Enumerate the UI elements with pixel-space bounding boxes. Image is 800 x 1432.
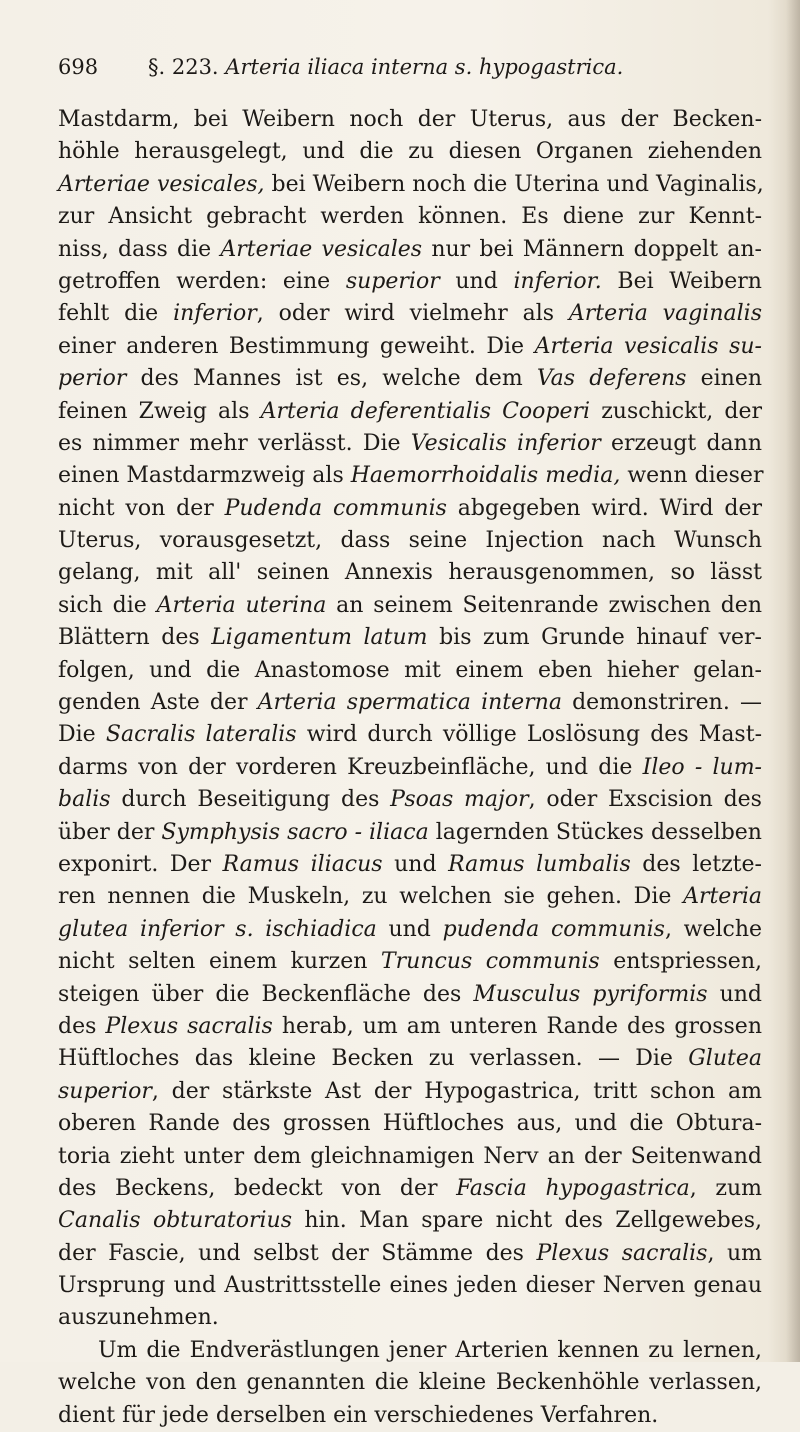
text-line [58, 752, 762, 784]
italic-term: perior [58, 366, 127, 392]
text-run: nicht von der [58, 495, 225, 521]
italic-term: Psoas major [390, 787, 529, 813]
text-run: abgegeben wird. Wird der [446, 495, 763, 521]
text-run: Ursprung und Austrittsstelle eines jeden dieser Nerven genau [58, 1273, 762, 1299]
text-run: Die [58, 722, 106, 748]
italic-term: Arteriae vesicales [220, 236, 423, 262]
text-run: folgen, und die Anastomose mit einem eben hieher gelan- [58, 657, 762, 683]
italic-term: Ligamentum latum [211, 625, 428, 651]
italic-term: Arteria [683, 884, 762, 910]
italic-term: superior [58, 1078, 152, 1104]
text-run: entspriessen, [599, 949, 762, 975]
text-line [58, 1141, 762, 1173]
text-run: oberen Rande des grossen Hüftloches aus, und die Obtura- [58, 1111, 762, 1137]
text-run: , oder Exscision des [528, 787, 762, 813]
text-run: nur bei Männern doppelt an- [422, 236, 762, 262]
text-run: demonstriren. — [561, 690, 762, 716]
text-run: einen Mastdarmzweig als [58, 463, 351, 489]
text-run: ren nennen die Muskeln, zu welchen sie gehen. Die [58, 884, 684, 910]
italic-term: Pudenda communis [224, 495, 447, 521]
text-line [58, 428, 762, 460]
text-run: Bei Weibern [601, 268, 762, 294]
text-line [58, 590, 762, 622]
text-run: höhle herausgelegt, und die zu diesen Organen ziehenden [58, 139, 762, 165]
italic-term: Ramus lumbalis [448, 851, 631, 877]
running-title [148, 52, 623, 82]
text-line [58, 266, 762, 298]
text-run: an seinem Seitenrande zwischen den [326, 592, 762, 618]
italic-term: Arteria spermatica interna [257, 690, 562, 716]
italic-term: Truncus communis [380, 949, 600, 975]
text-line [58, 1173, 762, 1205]
text-line [58, 979, 762, 1011]
italic-term: Glutea [688, 1046, 762, 1072]
text-run: der Fascie, und selbst der Stämme des [58, 1240, 537, 1266]
text-line [58, 1302, 762, 1334]
text-run: dient für jede derselben ein verschiedenes Verfahren. [58, 1402, 659, 1428]
text-run: zuschickt, der [590, 398, 763, 424]
section-title: Arteria iliaca interna s. hypogastrica. [225, 55, 624, 79]
text-run: , oder wird vielmehr als [256, 301, 569, 327]
text-run: Hüftloches das kleine Becken zu verlassen. — Die [58, 1046, 689, 1072]
text-run: Mastdarm, bei Weibern noch der Uterus, aus der Becken- [58, 107, 762, 132]
italic-term: Arteria deferentialis Cooperi [260, 398, 591, 424]
text-run: einen [686, 366, 763, 392]
text-run: auszunehmen. [58, 1305, 219, 1331]
text-run: hin. Man spare nicht des Zellgewebes, [292, 1208, 762, 1234]
text-run: genden Aste der [58, 690, 258, 716]
text-run: niss, dass die [58, 236, 221, 262]
text-line [58, 201, 762, 233]
italic-term: Sacralis lateralis [105, 722, 297, 748]
text-line [58, 719, 762, 751]
text-line [58, 946, 762, 978]
text-line [58, 460, 762, 492]
text-line [58, 298, 762, 330]
italic-term: Arteria vesicalis su- [534, 333, 762, 359]
italic-term: Vesicalis inferior [410, 430, 601, 456]
italic-term: Symphysis sacro - iliaca [161, 819, 429, 845]
text-run: , welche [664, 916, 763, 942]
text-line [58, 557, 762, 589]
section-number: §. 223. [148, 55, 219, 79]
text-line [58, 396, 762, 428]
text-run: zur Ansicht gebracht werden können. Es diene zur Kennt- [58, 204, 762, 230]
text-line [58, 849, 762, 881]
text-line [58, 1238, 762, 1270]
italic-term: inferior. [513, 268, 602, 294]
text-line [58, 331, 762, 363]
text-run: bei Weibern noch die Uterina und Vaginalis, [264, 171, 764, 197]
text-run: darms von der vorderen Kreuzbeinfläche, und die [58, 754, 643, 780]
text-run: es nimmer mehr verlässt. Die [58, 430, 411, 456]
text-run: des Beckens, bedeckt von der [58, 1175, 457, 1201]
text-run: Uterus, vorausgesetzt, dass seine Injection nach Wunsch [58, 528, 762, 554]
italic-term: Fascia hypogastrica [456, 1175, 690, 1201]
italic-term: Plexus sacralis [105, 1013, 273, 1039]
text-run: exponirt. Der [58, 851, 223, 877]
text-run: steigen über die Beckenfläche des [58, 981, 474, 1007]
italic-term: Arteria vaginalis [568, 301, 762, 327]
text-run: , der stärkste Ast der Hypogastrica, tritt schon am [151, 1078, 762, 1104]
text-run: herab, um am unteren Rande des grossen [272, 1013, 762, 1039]
italic-term: Ileo - lum- [642, 754, 762, 780]
italic-term: Vas deferens [536, 366, 687, 392]
page-number: 698 [58, 55, 99, 79]
text-run: des letzte- [630, 851, 762, 877]
text-line [58, 493, 762, 525]
text-run: des [58, 1013, 106, 1039]
italic-term: Arteria uterina [156, 592, 327, 618]
text-line [58, 817, 762, 849]
text-line [58, 169, 762, 201]
text-line [58, 525, 762, 557]
running-header [58, 52, 758, 82]
text-line [58, 1011, 762, 1043]
text-line [58, 1076, 762, 1108]
italic-term: Musculus pyriformis [473, 981, 708, 1007]
text-line [58, 1205, 762, 1237]
body-text [58, 104, 762, 1432]
italic-term: Canalis obturatorius [58, 1208, 293, 1234]
text-line [58, 234, 762, 266]
text-run: wird durch völlige Loslösung des Mast- [296, 722, 762, 748]
text-run: einer anderen Bestimmung geweiht. Die [58, 333, 535, 359]
text-line [58, 1367, 762, 1399]
text-line [58, 1108, 762, 1140]
text-run: durch Beseitigung des [110, 787, 391, 813]
italic-term: superior [345, 268, 440, 294]
text-run: , um [707, 1240, 762, 1266]
text-run: toria zieht unter dem gleichnamigen Nerv an der Seitenwand [58, 1143, 762, 1169]
italic-term: Plexus sacralis [536, 1240, 708, 1266]
text-run: , zum [689, 1175, 762, 1201]
text-line [58, 363, 762, 395]
text-line [58, 1335, 762, 1367]
text-line [58, 687, 762, 719]
text-run: gelang, mit all' seinen Annexis herausgenommen, so lässt [58, 560, 762, 586]
text-line [58, 784, 762, 816]
text-line [58, 104, 762, 136]
text-run: getroffen werden: eine [58, 268, 346, 294]
text-line [58, 881, 762, 913]
text-run: bis zum Grunde hinauf ver- [427, 625, 762, 651]
text-run: feinen Zweig als [58, 398, 261, 424]
text-run: des Mannes ist es, welche dem [126, 366, 537, 392]
italic-term: glutea inferior s. ischiadica [58, 916, 377, 942]
italic-term: Haemorrhoidalis media, [350, 463, 621, 489]
text-run: und [382, 851, 449, 877]
italic-term: inferior [173, 301, 257, 327]
text-line [58, 622, 762, 654]
page-edge-shadow [786, 0, 800, 1362]
italic-term: Arteriae vesicales, [58, 171, 265, 197]
text-run: welche von den genannten die kleine Beckenhöhle verlassen, [58, 1370, 762, 1396]
text-run: sich die [58, 592, 157, 618]
text-run: wenn dieser [620, 463, 764, 489]
text-line [58, 136, 762, 168]
text-line [58, 1270, 762, 1302]
text-run: Um die Endverästlungen jener Arterien kennen zu lernen, [98, 1337, 762, 1363]
italic-term: pudenda communis [442, 916, 665, 942]
text-line [58, 1043, 762, 1075]
text-run: über der [58, 819, 162, 845]
text-run: und [376, 916, 443, 942]
text-run: nicht selten einem kurzen [58, 949, 381, 975]
text-run: und [707, 981, 762, 1007]
text-line [58, 655, 762, 687]
text-line [58, 914, 762, 946]
italic-term: balis [58, 787, 111, 813]
text-run: erzeugt dann [600, 430, 762, 456]
italic-term: Ramus iliacus [222, 851, 383, 877]
text-run: Blättern des [58, 625, 212, 651]
text-run: lagernden Stückes desselben [428, 819, 762, 845]
text-run: und [439, 268, 514, 294]
text-line [58, 1400, 762, 1432]
text-run: fehlt die [58, 301, 174, 327]
